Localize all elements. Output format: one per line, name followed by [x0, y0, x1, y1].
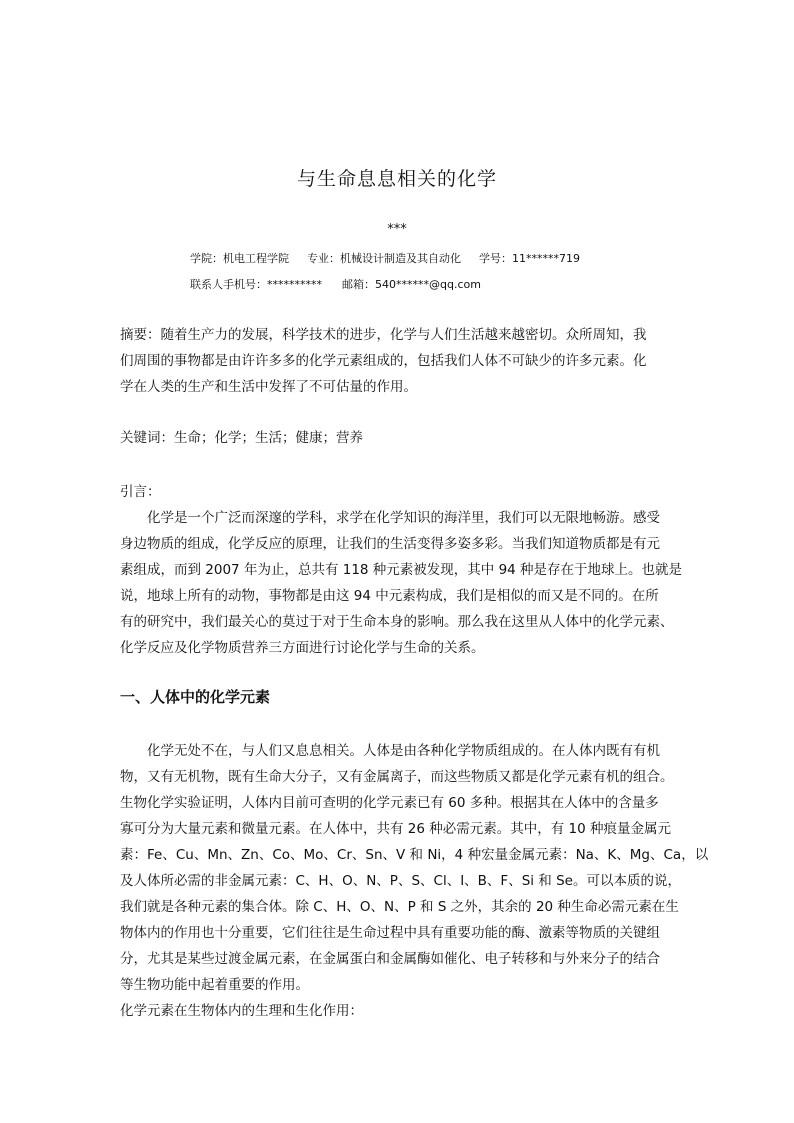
section1-line: 物体内的作用也十分重要，它们往往是生命过程中具有重要功能的酶、激素等物质的关键组: [120, 925, 660, 941]
abstract-line: 摘要：随着生产力的发展，科学技术的进步，化学与人们生活越来越密切。众所周知，我: [120, 327, 647, 343]
email-info: 邮箱：540******@qq.com: [342, 278, 481, 291]
section-heading-1: 一、人体中的化学元素: [120, 688, 271, 706]
intro-line: 素组成，而到 2007 年为止，总共有 118 种元素被发现，其中 94 种是存在于地球上。也就是: [120, 562, 683, 578]
keywords: 关键词：生命；化学；生活；健康；营养: [120, 430, 363, 446]
phone-info: 联系人手机号：**********: [190, 278, 322, 291]
abstract-line: 们周围的事物都是由许许多多的化学元素组成的，包括我们人体不可缺少的许多元素。化: [120, 353, 647, 369]
abstract-line: 学在人类的生产和生活中发挥了不可估量的作用。: [120, 379, 417, 395]
intro-label: 引言：: [120, 484, 161, 500]
meta-line-2: [190, 276, 481, 292]
student-id-info: 学号：11******719: [479, 252, 580, 265]
college-info: 学院：机电工程学院: [190, 252, 289, 265]
intro-paragraph: [120, 505, 683, 661]
section1-line: 分，尤其是某些过渡金属元素，在金属蛋白和金属酶如催化、电子转移和与外来分子的结合: [120, 951, 660, 967]
section1-line: 化学元素在生物体内的生理和生化作用：: [120, 1003, 363, 1019]
meta-line-1: [190, 250, 580, 266]
section1-line: 等生物功能中起着重要的作用。: [120, 977, 309, 993]
section1-line: 寡可分为大量元素和微量元素。在人体中，共有 26 种必需元素。其中，有 10 种痕量金属元: [120, 821, 672, 837]
document-title: 与生命息息相关的化学: [296, 168, 497, 190]
section1-line: 及人体所必需的非金属元素：C、H、O、N、P、S、Cl、I、B、F、Si 和 Se。可以本质的说，: [120, 873, 681, 889]
section1-line: 物，又有无机物，既有生命大分子，又有金属离子，而这些物质又都是化学元素有机的组合。: [120, 769, 674, 785]
section1-line: 化学无处不在，与人们又息息相关。人体是由各种化学物质组成的。在人体内既有有机: [147, 743, 660, 759]
section1-line: 我们就是各种元素的集合体。除 C、H、O、N、P 和 S 之外，其余的 20 种生命必需元素在生: [120, 899, 679, 915]
section1-paragraph: [120, 738, 709, 1024]
intro-line: 化学反应及化学物质营养三方面进行讨论化学与生命的关系。: [120, 640, 485, 656]
section1-line: 素：Fe、Cu、Mn、Zn、Co、Mo、Cr、Sn、V 和 Ni，4 种宏量金属元素：Na、K、Mg、Ca，以: [120, 847, 709, 863]
intro-line: 有的研究中，我们最关心的莫过于对于生命本身的影响。那么我在这里从人体中的化学元素、: [120, 614, 674, 630]
intro-line: 身边物质的组成，化学反应的原理，让我们的生活变得多姿多彩。当我们知道物质都是有元: [120, 536, 660, 552]
abstract: [120, 322, 680, 400]
author-name: ***: [387, 222, 407, 237]
intro-line: 化学是一个广泛而深邃的学科，求学在化学知识的海洋里，我们可以无限地畅游。感受: [147, 510, 660, 526]
major-info: 专业：机械设计制造及其自动化: [307, 252, 461, 265]
intro-line: 说，地球上所有的动物，事物都是由这 94 中元素构成，我们是相似的而又是不同的。在所: [120, 588, 659, 604]
section1-line: 生物化学实验证明，人体内目前可查明的化学元素已有 60 多种。根据其在人体中的含量多: [120, 795, 659, 811]
